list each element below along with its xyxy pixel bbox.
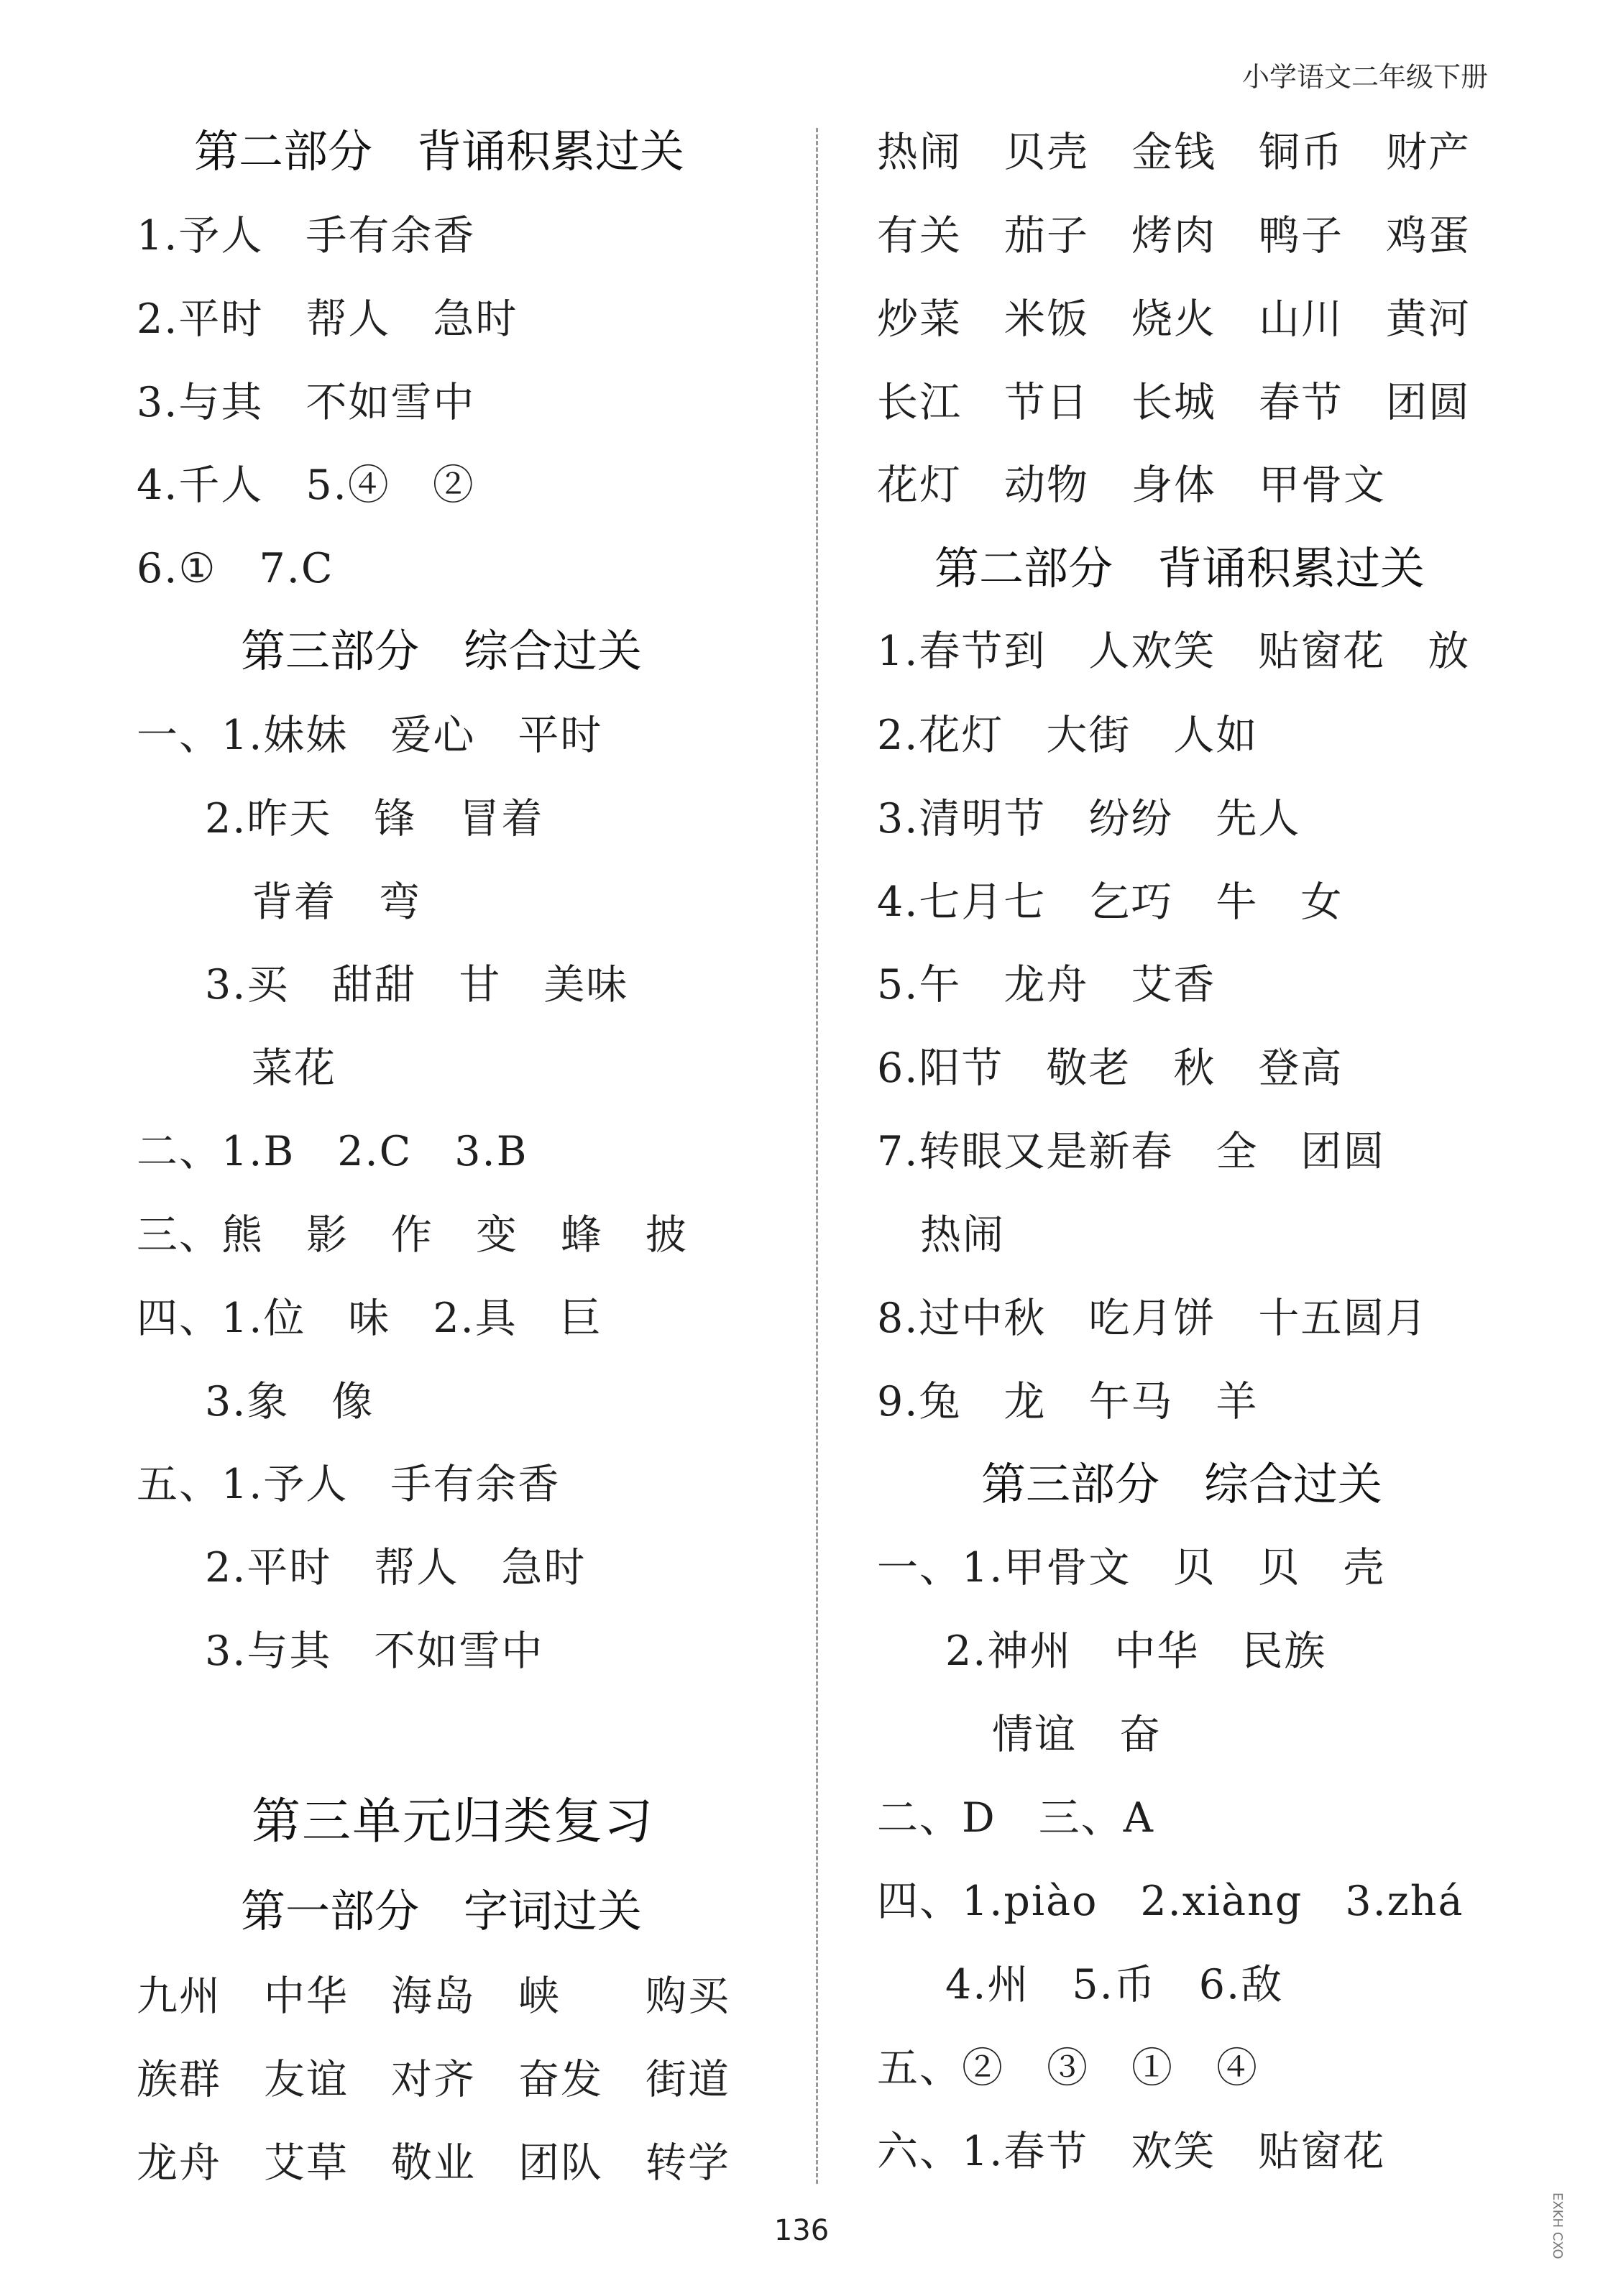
answer-line: 一、1.甲骨文 贝 贝 壳 bbox=[877, 1544, 1386, 1592]
answer-line: 情谊 奋 bbox=[992, 1711, 1162, 1758]
answer-line: 3.清明节 纷纷 先人 bbox=[877, 795, 1301, 842]
answer-line: 3.象 像 bbox=[205, 1378, 375, 1425]
answer-line: 六、1.春节 欢笑 贴窗花 bbox=[877, 2128, 1386, 2175]
answer-line: 6.① 7.C bbox=[137, 545, 334, 592]
answer-line: 热闹 bbox=[920, 1211, 1005, 1259]
section-heading: 第三部分 综合过关 bbox=[241, 625, 643, 677]
answer-line: 2.平时 帮人 急时 bbox=[137, 295, 518, 343]
book-title: 小学语文二年级下册 bbox=[1241, 61, 1488, 93]
answer-line: 4.州 5.币 6.敌 bbox=[945, 1961, 1284, 2008]
answer-line: 3.与其 不如雪中 bbox=[137, 379, 476, 426]
section-heading: 第一部分 字词过关 bbox=[241, 1885, 643, 1937]
answer-line: 五、② ③ ① ④ bbox=[877, 2044, 1259, 2092]
answer-line: 7.转眼又是新春 全 团圆 bbox=[877, 1128, 1386, 1175]
answer-line: 6.阳节 敬老 秋 登高 bbox=[877, 1044, 1344, 1092]
answer-line: 一、1.妹妹 爱心 平时 bbox=[137, 712, 603, 759]
answer-line: 四、1.piào 2.xiàng 3.zhá bbox=[877, 1878, 1464, 1925]
section-heading: 第二部分 背诵积累过关 bbox=[194, 125, 685, 178]
word-line: 九州 中华 海岛 峡 购买 bbox=[137, 1973, 730, 2020]
answer-line: 二、1.B 2.C 3.B bbox=[137, 1128, 528, 1175]
answer-line: 2.花灯 大街 人如 bbox=[877, 712, 1259, 759]
word-line: 炒菜 米饭 烧火 山川 黄河 bbox=[877, 295, 1471, 343]
section-heading: 第三部分 综合过关 bbox=[981, 1458, 1383, 1510]
word-line: 龙舟 艾草 敬业 团队 转学 bbox=[137, 2139, 730, 2187]
answer-line: 4.七月七 乞巧 牛 女 bbox=[877, 878, 1344, 926]
answer-line: 二、D 三、A bbox=[877, 1794, 1154, 1842]
word-line: 有关 茄子 烤肉 鸭子 鸡蛋 bbox=[877, 212, 1471, 260]
answer-line: 3.与其 不如雪中 bbox=[205, 1627, 544, 1675]
column-divider bbox=[816, 128, 818, 2184]
answer-line: 1.予人 手有余香 bbox=[137, 212, 476, 260]
word-line: 族群 友谊 对齐 奋发 街道 bbox=[137, 2056, 730, 2103]
answer-line: 3.买 甜甜 甘 美味 bbox=[205, 961, 629, 1009]
word-line: 花灯 动物 身体 甲骨文 bbox=[877, 462, 1386, 509]
answer-line: 2.神州 中华 民族 bbox=[945, 1627, 1327, 1675]
answer-line: 三、熊 影 作 变 蜂 披 bbox=[137, 1211, 688, 1259]
unit-title: 第三单元归类复习 bbox=[252, 1794, 655, 1850]
word-line: 长江 节日 长城 春节 团圆 bbox=[877, 379, 1471, 426]
answer-line: 5.午 龙舟 艾香 bbox=[877, 961, 1216, 1009]
answer-line: 9.兔 龙 午马 羊 bbox=[877, 1378, 1259, 1425]
answer-line: 五、1.予人 手有余香 bbox=[137, 1461, 561, 1508]
answer-line: 背着 弯 bbox=[252, 878, 421, 926]
print-code: EXKH CXO bbox=[1550, 2192, 1565, 2259]
answer-line: 4.千人 5.④ ② bbox=[137, 462, 475, 509]
page-number: 136 bbox=[773, 2214, 830, 2247]
answer-line: 菜花 bbox=[252, 1044, 336, 1092]
section-heading: 第二部分 背诵积累过关 bbox=[934, 542, 1425, 594]
answer-line: 四、1.位 味 2.具 巨 bbox=[137, 1295, 602, 1342]
answer-line: 8.过中秋 吃月饼 十五圆月 bbox=[877, 1295, 1428, 1342]
word-line: 热闹 贝壳 金钱 铜币 财产 bbox=[877, 129, 1471, 176]
answer-line: 2.昨天 锋 冒着 bbox=[205, 795, 544, 842]
answer-line: 1.春节到 人欢笑 贴窗花 放 bbox=[877, 628, 1471, 675]
answer-line: 2.平时 帮人 急时 bbox=[205, 1544, 587, 1592]
